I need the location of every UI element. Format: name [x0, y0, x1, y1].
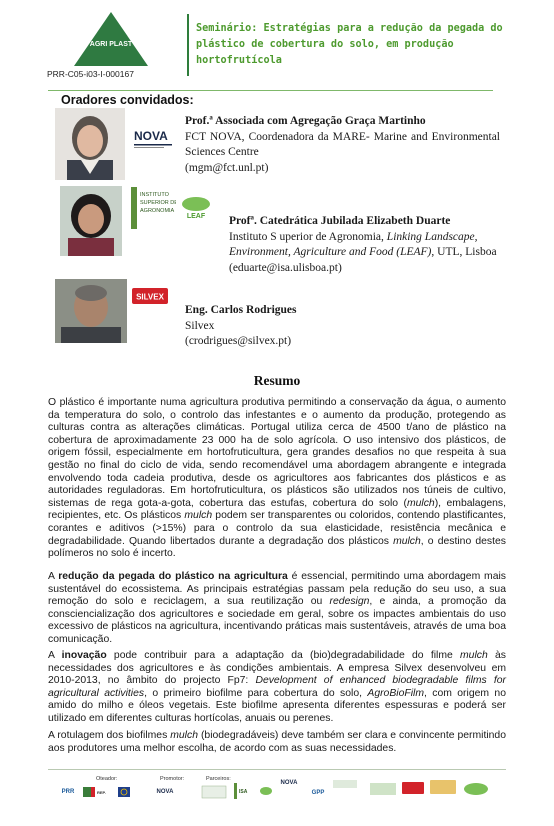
footer-logo-agro — [370, 780, 396, 798]
silvex-logo — [132, 288, 168, 304]
footer-logo-silvex-1 — [402, 782, 424, 794]
speaker-1-block — [185, 114, 500, 176]
svg-text:LEAF: LEAF — [186, 213, 206, 220]
abstract-paragraph-4: A rotulagem dos biofilmes mulch (biodegradáveis) deve também ser clara e convincente permitindo aos produtores uma melhor escolha, de acordo com as suas necessidades. — [48, 730, 506, 754]
footer-logo-nova-promotor: NOVA — [156, 789, 174, 795]
footer-logo-republica — [83, 785, 113, 799]
footer-logo-nova-2: NOVA — [280, 780, 298, 786]
header-divider — [187, 14, 189, 76]
nova-logo — [134, 127, 176, 153]
speaker-1-role: FCT NOVA, Coordenadora da MARE- Marine and Environmental Sciences Centre — [185, 130, 500, 158]
footer-logo-cothn — [333, 778, 357, 790]
footer-logo-gpp: GPP — [311, 790, 325, 796]
footer-rule — [48, 769, 506, 770]
footer-logo-parceiro-1 — [200, 784, 228, 800]
footer-logo-ue — [118, 785, 144, 799]
leaf-logo — [177, 194, 215, 220]
isa-logo — [130, 186, 176, 230]
speaker-photo-2 — [60, 186, 122, 256]
footer-logo-maximo — [463, 782, 489, 796]
logo-text: AGRI PLAST — [89, 41, 133, 48]
footer-label-promotor: Promotor: — [160, 776, 185, 782]
footer-label-parceiros: Parceiros: — [206, 776, 231, 782]
agriplast-logo — [72, 10, 150, 68]
svg-text:REP.: REP. — [97, 790, 106, 795]
speaker-photo-3 — [55, 279, 127, 343]
speaker-2-role: Instituto S uperior de Agronomia, Linking Landscape, Environment, Agriculture and Food (LEAF), UTL, Lisboa (eduarte@isa.ulisboa.pt) — [229, 230, 497, 274]
svg-text:SUPERIOR DE: SUPERIOR DE — [140, 200, 176, 206]
speaker-3-name: Eng. Carlos Rodrigues — [185, 304, 297, 316]
svg-text:AGRONOMIA: AGRONOMIA — [140, 208, 175, 214]
svg-text:ISA: ISA — [239, 789, 248, 795]
abstract-paragraph-1: O plástico é importante numa agricultura produtiva permitindo a conservação da água, o aumento da temperatura do solo, o controlo das infestantes e o aumento da produção, protegendo as culturas contra as alterações climáticas. Portugal utiliza cerca de 4500 t/ano de plástico na cobertura de aproximadamente 23 000 ha de solo agrícola. O uso intensivo dos plásticos, de origem fóssil, especialmente em hortofruticultura, gera grandes desafios no que respeita à sua gestão no final do ciclo de vida, sendo recomendável uma abordagem abrangente e integrada envolvendo toda cadeia produtiva, desde os agricultores aos fabricantes dos plásticos e as autoridades reguladoras. Em hortofruticultura, os plásticos são utilizados nos túneis de cultivo, sistemas de rega gota-a-gota, cobertura das estufas, cobertura do solo (mulch), embalagens, recipientes, etc. Os plásticos mulch podem ser transparentes ou coloridos, contendo plastificantes, corantes e aditivos (>15%) para o controlo da sua elasticidade, resistência mecânica e degradabilidade. Quando libertados durante a degradação dos plásticos mulch, o destino destes polímeros no solo é incerto. — [48, 397, 507, 560]
footer-logo-isa — [232, 782, 254, 800]
header-rule — [48, 90, 493, 91]
footer-logo-silvex-2 — [430, 780, 456, 794]
footer-logo-leaf — [258, 783, 274, 799]
svg-text:INSTITUTO: INSTITUTO — [140, 192, 169, 198]
section-title: Oradores convidados: — [61, 93, 194, 107]
footer-logo-prr: PRR — [61, 789, 75, 795]
seminar-title: Seminário: Estratégias para a redução da pegada do plástico de cobertura do solo, em produção hortofrutícola — [196, 23, 503, 66]
abstract-heading: Resumo — [253, 373, 301, 388]
speaker-1-name: Prof.ª Associada com Agregação Graça Martinho — [185, 115, 426, 127]
speaker-photo-1 — [55, 108, 125, 180]
footer-label-oteador: Oteador: — [96, 776, 118, 782]
svg-text:NOVA: NOVA — [134, 129, 168, 143]
project-code: PRR-C05-i03-I-000167 — [47, 69, 134, 79]
speaker-2-name: Profª. Catedrática Jubilada Elizabeth Duarte — [229, 215, 451, 227]
abstract-paragraph-2: A redução da pegada do plástico na agricultura é essencial, permitindo uma abordagem mais sustentável do ecossistema. As principais estratégias passam pela redução do seu uso, a sua remoção do solo e reciclagem, a sua reutilização ou redesign, e ainda, a promoção da consciencialização dos agricultores e sociedade em geral, sobre os impactes ambientais do uso excessivo de plásticos na agricultura, incentivando práticas mais sustentáveis, através de uma boa comunicação. — [48, 571, 507, 645]
speaker-3-block — [185, 303, 485, 350]
speaker-3-email: (crodrigues@silvex.pt) — [185, 335, 292, 347]
speaker-1-email: (mgm@fct.unl.pt) — [185, 161, 269, 174]
svg-text:SILVEX: SILVEX — [136, 292, 164, 302]
speaker-3-role: Silvex — [185, 319, 215, 332]
abstract-paragraph-3: A inovação pode contribuir para a adaptação da (bio)degradabilidade do filme mulch às necessidades dos agricultores e às condições ambientais. A empresa Silvex desenvolveu em 2010-2013, no âmbito do projecto Fp7: Development of enhanced biodegradable films for agricultural activities, o primeiro biofilme para cobertura do solo, AgroBioFilm, com origem no amido do milho e óleos vegetais. Este biofilme apresenta diferentes espessuras e poderá ser utilizado em diferentes culturas hortícolas, anuais ou perenes. — [48, 650, 506, 724]
speaker-2-block — [229, 214, 501, 276]
